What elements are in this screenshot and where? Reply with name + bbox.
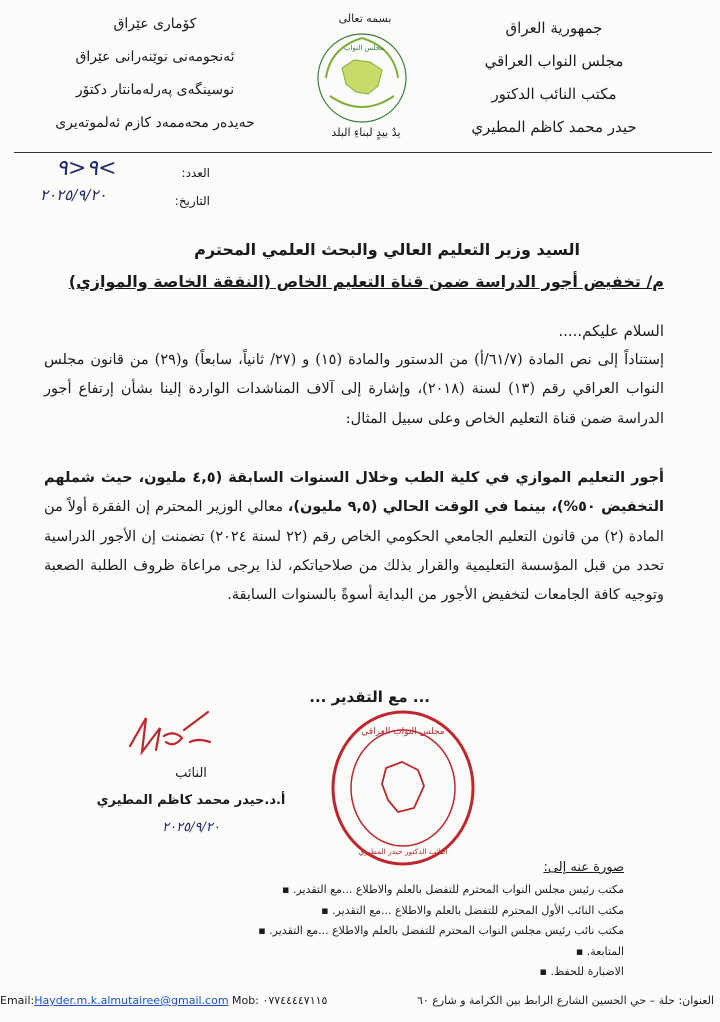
addressee: السيد وزير التعليم العالي والبحث العلمي المحترم: [194, 240, 580, 259]
closing: ... مع التقدير ...: [309, 688, 430, 706]
mobile-label: Mob:: [232, 994, 263, 1007]
header-office: مكتب النائب الدكتور: [491, 85, 617, 103]
date-row: [175, 190, 210, 209]
subject: م/ تخفيض أجور الدراسة ضمن قناة التعليم الخاص (النفقة الخاصة والموازي): [68, 272, 664, 291]
header-parliament: مجلس النواب العراقي: [484, 52, 624, 70]
mobile-number: ٠٧٧٤٤٤٤٧١١٥: [262, 994, 328, 1007]
number-label: العدد:: [181, 166, 210, 180]
cc-item: مكتب رئيس مجلس النواب المحترم للتفضل بالعلم والاطلاع ...مع التقدير. ▪: [64, 880, 624, 901]
greeting: السلام عليكم.....: [558, 322, 664, 340]
date-label: التاريخ:: [174, 194, 210, 208]
number-value: ٩<٩<: [56, 156, 117, 181]
signature-date: ٢٠٢٥/٩/٢٠: [162, 820, 220, 835]
cc-list: [64, 880, 624, 983]
stamp-outer-text: مجلس النواب العراقي: [361, 727, 445, 737]
body-paragraph-2: [44, 464, 664, 610]
header-country: جمهورية العراق: [505, 19, 603, 37]
body-request: معالي الوزير المحترم إن الفقرة أولاً من المادة (٢) من قانون التعليم الجامعي الحكومي الخاص رقم (٢٢ لسنة ٢٠٢٤) تضمنت إن الأجور الدراسية تحدد من قبل المؤسسة التعليمية والقرار بذلك من صلاحياتكم، لذا يرجى مراعاة ظروف الطلبة الصعبة وتوجيه كافة الجامعات لتخفيض الأجور من البداية أسوةً بالسنوات السابقة.: [44, 499, 664, 604]
header-country-ku: كۆماری عێراق: [113, 16, 197, 32]
motto: يدٌ بيدٍ لبناءِ البلد: [331, 126, 401, 139]
email-label: Email:: [0, 994, 35, 1007]
cc-item: الاضبارة للحفظ. ▪: [64, 962, 624, 983]
signature-block: [96, 760, 286, 841]
header-mp-name: حيدر محمد كاظم المطيري: [471, 118, 637, 136]
footer-address: العنوان: حلة – حي الحسين الشارع الرابط بين الكرامة و شارع ٦٠: [416, 994, 714, 1007]
header-parliament-ku: ئەنجومەنی نوێنەرانی عێراق: [75, 49, 235, 65]
body-paragraph-1: إستناداً إلى نص المادة (٦١/٧/أ) من الدستور والمادة (١٥) و (٢٧/ ثانياً، سابعاً) و(٢٩) من قانون مجلس النواب العراقي رقم (١٣) لسنة (٢٠١٨)، وإشارة إلى آلاف المناشدات الواردة إلينا بشأن إرتفاع أجور الدراسة ضمن قناة التعليم الخاص وعلى سبيل المثال:: [44, 352, 665, 427]
header-mp-name-ku: حەیدەر محەممەد کازم ئەلموتەیری: [55, 115, 255, 131]
cc-item: مكتب النائب الأول المحترم للتفضل بالعلم والاطلاع ...مع التقدير. ▪: [64, 901, 624, 922]
date-value: ٢٠٢٥/٩/٢٠: [40, 186, 107, 204]
header-left-kurdish: [30, 8, 280, 140]
number-row: [182, 162, 210, 181]
header-right: [434, 12, 674, 144]
cc-item: مكتب نائب رئيس مجلس النواب المحترم للتفضل بالعلم والاطلاع ...مع التقدير. ▪: [64, 921, 624, 942]
footer: [0, 992, 720, 1016]
signatory-title: النائب: [175, 766, 207, 781]
email-link[interactable]: Hayder.m.k.almutairee@gmail.com: [34, 994, 229, 1007]
logo-text: مجلس النواب: [343, 44, 385, 52]
cc-title: صورة عنه إلى:: [543, 860, 624, 875]
header-divider: [14, 152, 712, 153]
footer-contact: [0, 994, 327, 1007]
official-stamp: [328, 708, 478, 872]
header-office-ku: نوسینگەی پەرلەمانتار دکتۆر: [75, 82, 235, 98]
cc-item: المتابعة. ▪: [64, 942, 624, 963]
stamp-inner-text: النائب الدكتور حيدر المطيري: [358, 847, 448, 856]
handwritten-signature: [120, 706, 220, 766]
signatory-name: أ.د.حيدر محمد كاظم المطيري: [96, 793, 286, 808]
bismillah: بسمه تعالى: [338, 12, 392, 25]
body-highlight: أجور التعليم الموازي في كلية الطب وخلال السنوات السابقة (٤,٥ مليون، حيث شملهم التخفيض ٥٠%)، بينما في الوقت الحالي (٩,٥ مليون)،: [44, 470, 665, 516]
